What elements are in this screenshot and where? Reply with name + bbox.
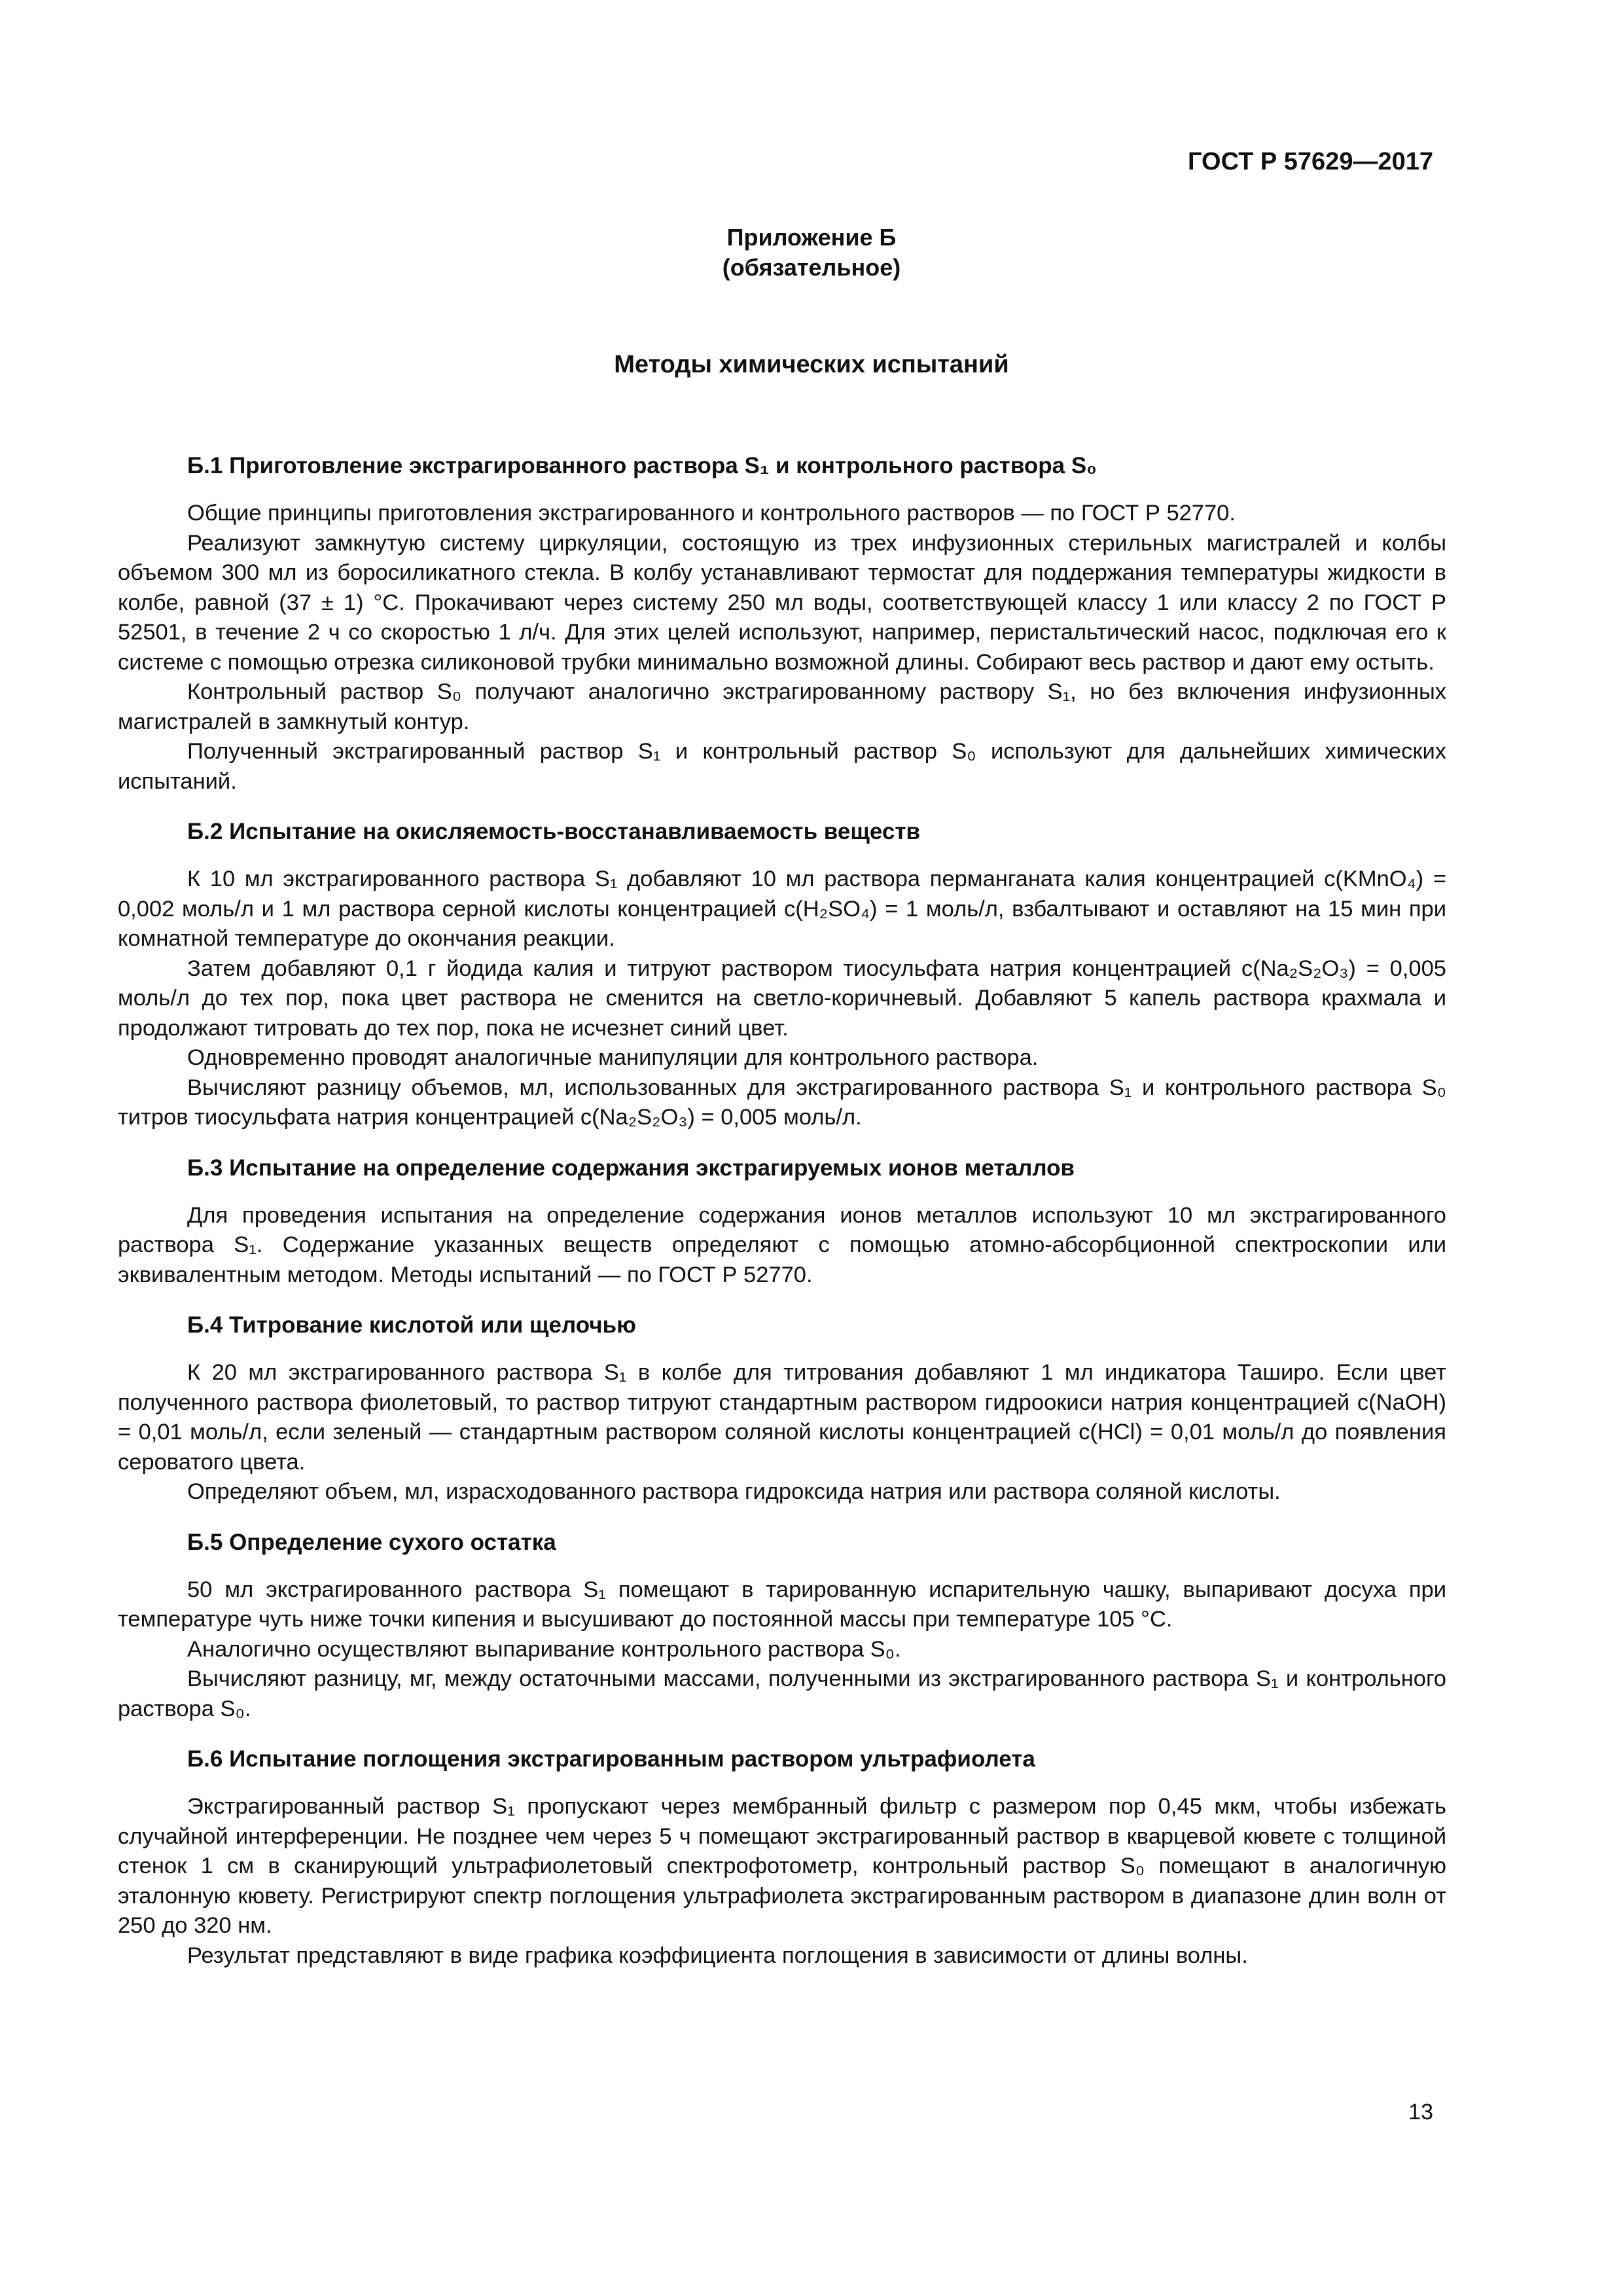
paragraph: Полученный экстрагированный раствор S₁ и контрольный раствор S₀ используют для дальнейших химических испытаний. <box>118 739 1446 794</box>
paragraph: Аналогично осуществляют выпаривание контрольного раствора S₀. <box>187 1636 901 1662</box>
appendix-status: (обязательное) <box>722 254 901 281</box>
document-body <box>118 452 1446 1971</box>
section-b6 <box>118 1745 1446 1971</box>
paragraph: Экстрагированный раствор S₁ пропускают через мембранный фильтр с размером пор 0,45 мкм, чтобы избежать случайной интерференции. Не позднее чем через 5 ч помещают экстрагированный раствор в кварцевой кювете с толщиной стенок 1 см в сканирующий ультрафиолетовый спектрофотометр, контрольный раствор S₀ помещают в аналогичную эталонную кювету. Регистрируют спектр поглощения ультрафиолета экстрагированным раствором в диапазоне длин волн от 250 до 320 нм. <box>118 1794 1446 1938</box>
section-heading: Б.6 Испытание поглощения экстрагированным раствором ультрафиолета <box>187 1746 1035 1772</box>
section-heading: Б.4 Титрование кислотой или щелочью <box>187 1312 636 1338</box>
paragraph: Для проведения испытания на определение содержания ионов металлов используют 10 мл экстрагированного раствора S₁. Содержание указанных веществ определяют с помощью атомно-абсорбционной спектроскопии или эквивалентным методом. Методы испытаний — по ГОСТ Р 52770. <box>118 1202 1446 1287</box>
standard-code: ГОСТ Р 57629—2017 <box>1188 148 1433 175</box>
section-b5 <box>118 1528 1446 1725</box>
paragraph: Затем добавляют 0,1 г йодида калия и титруют раствором тиосульфата натрия концентрацией c(Na₂S₂O₃) = 0,005 моль/л до тех пор, пока цвет раствора не сменится на светло-коричневый. Добавляют 5 капель раствора крахмала и продолжают титровать до тех пор, пока не исчезнет синий цвет. <box>118 956 1446 1041</box>
section-heading: Б.5 Определение сухого остатка <box>187 1529 556 1555</box>
paragraph: Вычисляют разницу объемов, мл, использованных для экстрагированного раствора S₁ и контрольного раствора S₀ титров тиосульфата натрия концентрацией c(Na₂S₂O₃) = 0,005 моль/л. <box>118 1075 1446 1130</box>
appendix-heading <box>0 223 1623 283</box>
section-heading: Б.1 Приготовление экстрагированного раствора S₁ и контрольного раствора S₀ <box>187 453 1097 478</box>
page-number: 13 <box>1408 2100 1433 2125</box>
paragraph: К 20 мл экстрагированного раствора S₁ в колбе для титрования добавляют 1 мл индикатора Таширо. Если цвет полученного раствора фиолетовый, то раствор титруют стандартным раствором гидроокиси натрия концентрацией c(NaOH) = 0,01 моль/л, если зеленый — стандартным раствором соляной кислоты концентрацией c(HCl) = 0,01 моль/л до появления сероватого цвета. <box>118 1360 1446 1475</box>
paragraph: Одновременно проводят аналогичные манипуляции для контрольного раствора. <box>187 1045 1039 1070</box>
paragraph: Общие принципы приготовления экстрагированного и контрольного растворов — по ГОСТ Р 52770. <box>187 501 1236 526</box>
appendix-label: Приложение Б <box>726 224 897 251</box>
section-heading: Б.2 Испытание на окисляемость-восстанавливаемость веществ <box>187 819 920 844</box>
section-heading: Б.3 Испытание на определение содержания экстрагируемых ионов металлов <box>187 1155 1075 1181</box>
section-b3 <box>118 1154 1446 1291</box>
section-b2 <box>118 817 1446 1133</box>
paragraph: Реализуют замкнутую систему циркуляции, состоящую из трех инфузионных стерильных магистралей и колбы объемом 300 мл из боросиликатного стекла. В колбу устанавливают термостат для поддержания температуры жидкости в колбе, равной (37 ± 1) °С. Прокачивают через систему 250 мл воды, соответствующей классу 1 или классу 2 по ГОСТ Р 52501, в течение 2 ч со скоростью 1 л/ч. Для этих целей используют, например, перистальтический насос, подключая его к системе с помощью отрезка силиконовой трубки минимально возможной длины. Собирают весь раствор и дают ему остыть. <box>118 530 1446 675</box>
document-title: Методы химических испытаний <box>614 351 1009 378</box>
section-b4 <box>118 1311 1446 1507</box>
section-b1 <box>118 452 1446 797</box>
paragraph: Определяют объем, мл, израсходованного раствора гидроксида натрия или раствора соляной кислоты. <box>187 1479 1281 1504</box>
paragraph: 50 мл экстрагированного раствора S₁ помещают в тарированную испарительную чашку, выпаривают досуха при температуре чуть ниже точки кипения и высушивают до постоянной массы при температуре 105 °С. <box>118 1577 1446 1632</box>
paragraph: К 10 мл экстрагированного раствора S₁ добавляют 10 мл раствора перманганата калия концентрацией c(KMnO₄) = 0,002 моль/л и 1 мл раствора серной кислоты концентрацией c(H₂SO₄) = 1 моль/л, взбалтывают и оставляют на 15 мин при комнатной температуре до окончания реакции. <box>118 867 1446 951</box>
paragraph: Результат представляют в виде графика коэффициента поглощения в зависимости от длины волны. <box>187 1943 1248 1968</box>
paragraph: Вычисляют разницу, мг, между остаточными массами, полученными из экстрагированного раствора S₁ и контрольного раствора S₀. <box>118 1666 1446 1721</box>
paragraph: Контрольный раствор S₀ получают аналогично экстрагированному раствору S₁, но без включения инфузионных магистралей в замкнутый контур. <box>118 679 1446 734</box>
